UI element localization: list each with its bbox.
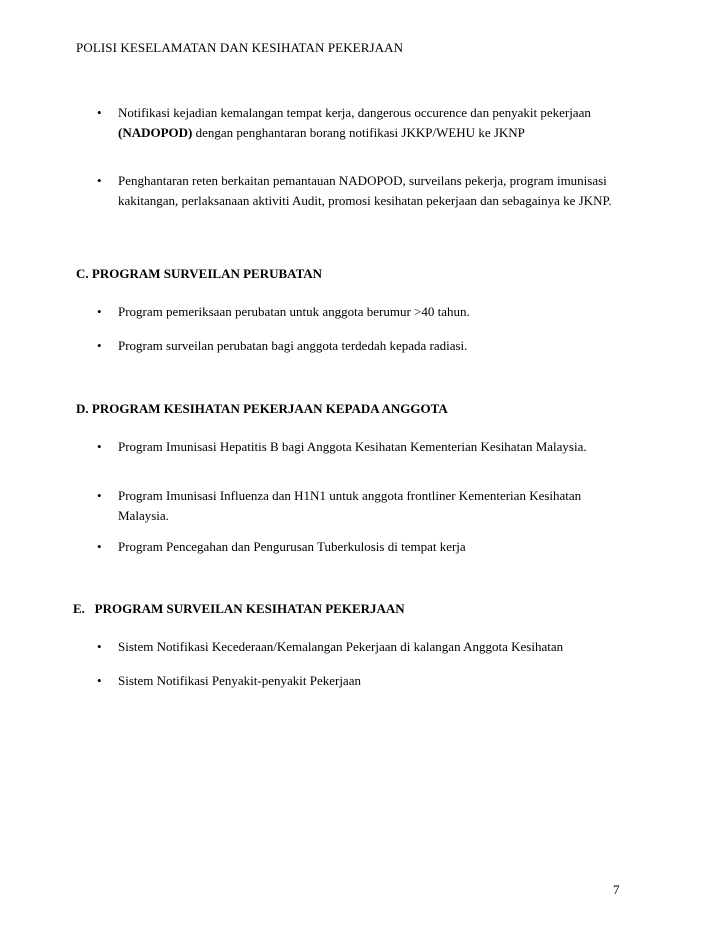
bullet-icon: •: [97, 639, 102, 654]
list-item: [97, 336, 617, 356]
bullet-icon: •: [97, 173, 102, 188]
list-item: [97, 171, 617, 211]
bullet-icon: •: [97, 539, 102, 554]
list-item: [97, 437, 617, 457]
list-item: [97, 103, 617, 143]
page-number: 7: [613, 882, 620, 897]
section-title-e: E. PROGRAM SURVEILAN KESIHATAN PEKERJAAN: [73, 601, 405, 616]
nadopod-term: (NADOPOD): [118, 125, 193, 140]
list-item-text: Program Imunisasi Hepatitis B bagi Anggota Kesihatan Kementerian Kesihatan Malaysia.: [118, 439, 587, 454]
bullet-icon: •: [97, 673, 102, 688]
bullet-icon: •: [97, 338, 102, 353]
document-header: POLISI KESELAMATAN DAN KESIHATAN PEKERJAAN: [76, 40, 404, 55]
list-item: [97, 486, 617, 526]
list-item-text: Program Imunisasi Influenza dan H1N1 untuk anggota frontliner Kementerian Kesihatan Malaysia.: [118, 488, 582, 523]
list-item-text: Sistem Notifikasi Kecederaan/Kemalangan Pekerjaan di kalangan Anggota Kesihatan: [118, 639, 564, 654]
list-item: [97, 537, 617, 557]
list-item-text: Notifikasi kejadian kemalangan tempat kerja, dangerous occurence dan penyakit pekerjaan (NADOPOD) dengan penghantaran borang notifikasi JKKP/WEHU ke JKNP: [118, 105, 591, 140]
list-item-text: Penghantaran reten berkaitan pemantauan NADOPOD, surveilans pekerja, program imunisasi kakitangan, perlaksanaan aktiviti Audit, promosi kesihatan pekerjaan dan sebagainya ke JKNP.: [118, 173, 612, 208]
list-item-text: Program surveilan perubatan bagi anggota terdedah kepada radiasi.: [118, 338, 468, 353]
bullet-icon: •: [97, 105, 102, 120]
bullet-icon: •: [97, 304, 102, 319]
list-item: [97, 671, 617, 691]
bullet-icon: •: [97, 488, 102, 503]
bullet-icon: •: [97, 439, 102, 454]
list-item: [97, 302, 617, 322]
list-item: [97, 637, 637, 657]
list-item-text: Program pemeriksaan perubatan untuk anggota berumur >40 tahun.: [118, 304, 470, 319]
list-item-text: Program Pencegahan dan Pengurusan Tuberkulosis di tempat kerja: [118, 539, 466, 554]
section-title-d: D. PROGRAM KESIHATAN PEKERJAAN KEPADA ANGGOTA: [76, 401, 448, 416]
section-title-c: C. PROGRAM SURVEILAN PERUBATAN: [76, 266, 323, 281]
list-item-text: Sistem Notifikasi Penyakit-penyakit Pekerjaan: [118, 673, 361, 688]
